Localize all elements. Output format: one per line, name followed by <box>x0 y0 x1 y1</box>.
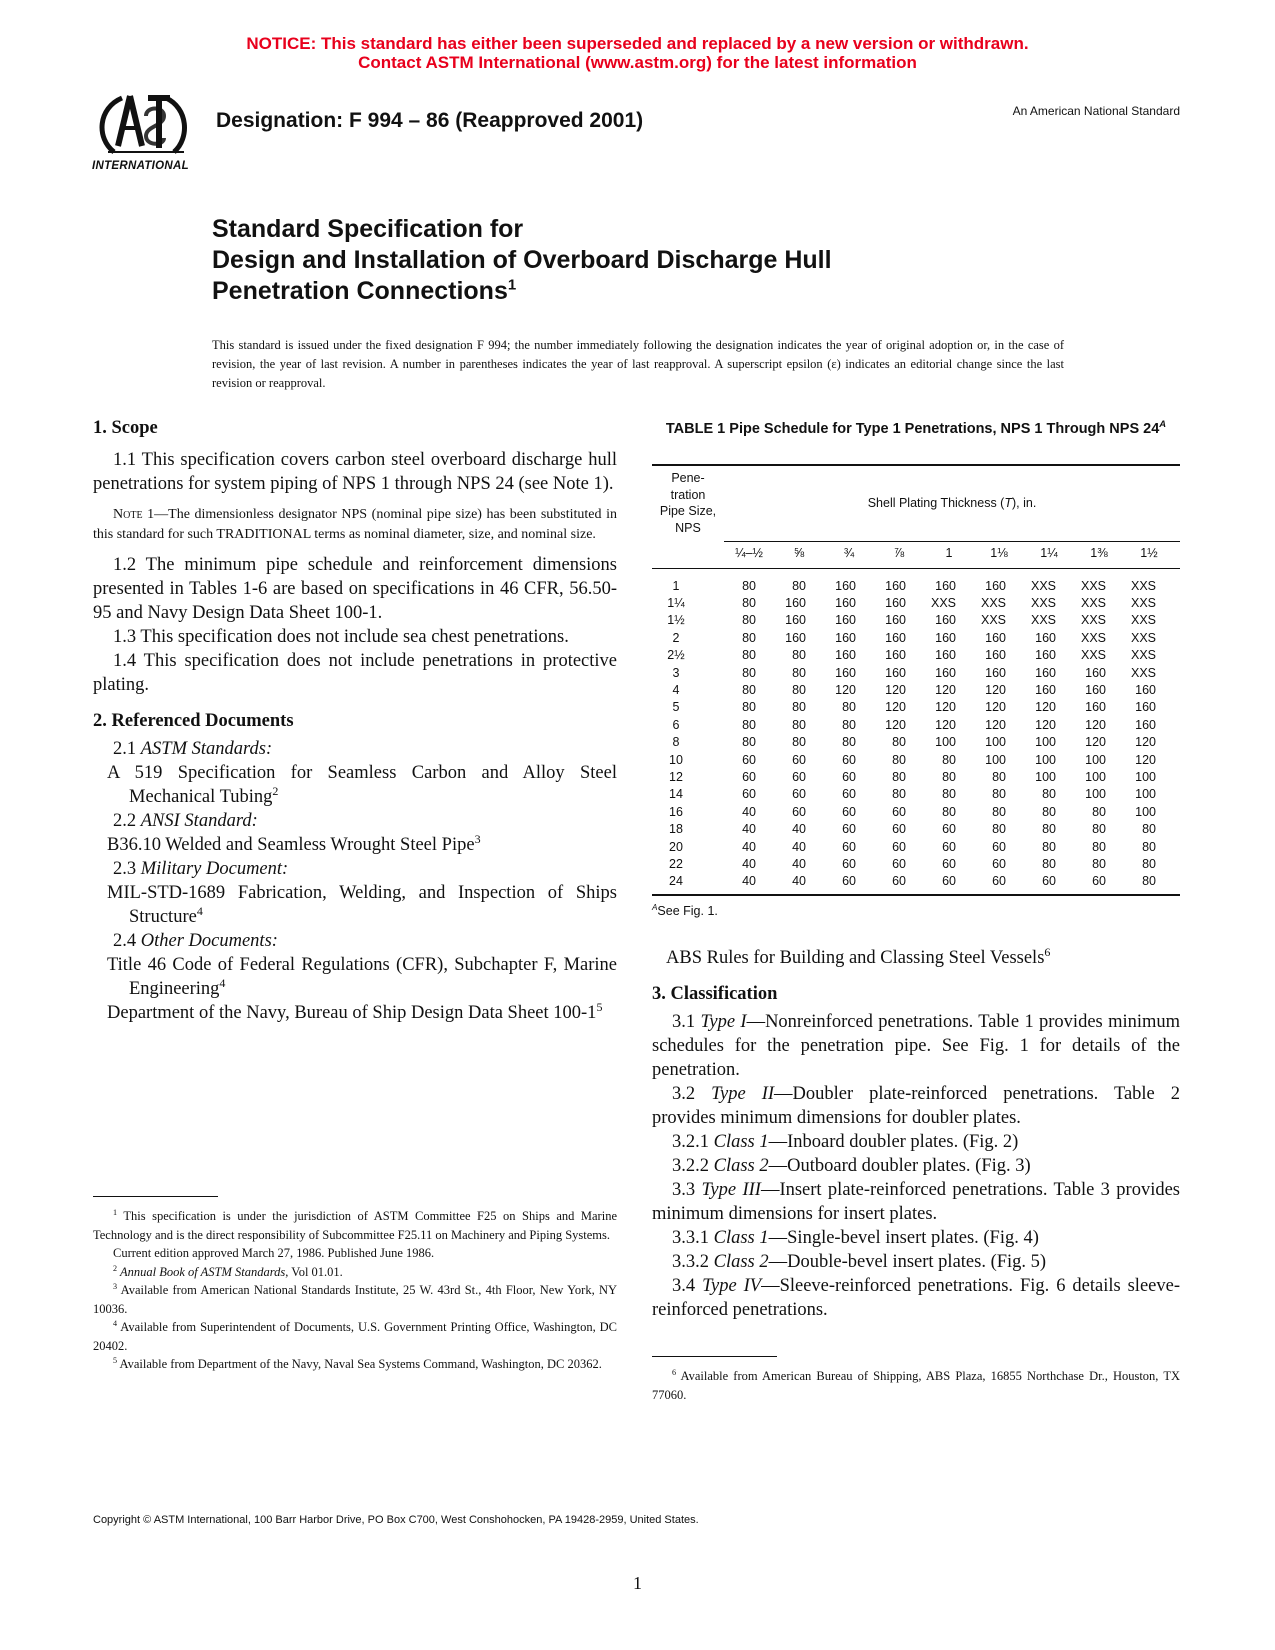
pipe-size-header: Pene- tration Pipe Size, NPS <box>659 471 717 535</box>
section-1-heading: 1. Scope <box>93 418 158 438</box>
schedule-cell: 80 <box>992 822 1006 837</box>
pipe-size-cell: 20 <box>669 839 683 854</box>
schedule-cell: 160 <box>985 578 1006 593</box>
schedule-cell: 80 <box>792 717 806 732</box>
schedule-cell: 100 <box>1035 769 1056 784</box>
footnotes-left <box>93 1207 617 1374</box>
para-3-3: 3.3 Type III—Insert plate-reinforced penetrations. Table 3 provides minimum dimensions for insert plates. <box>652 1180 1180 1224</box>
pipe-size-cell: 24 <box>669 874 683 889</box>
footnote-5: $^5$ Available from Department of the Navy, Naval Sea Systems Command, Washington, DC 20362. <box>113 1355 602 1371</box>
ref-ansi-b36: B36.10 Welded and Seamless Wrought Steel Pipe$^3$ <box>107 831 481 855</box>
schedule-cell: 160 <box>935 630 956 645</box>
table-row <box>652 803 1156 820</box>
schedule-cell: 80 <box>942 787 956 802</box>
schedule-cell: 60 <box>892 839 906 854</box>
pipe-size-cell: 1 <box>672 578 680 593</box>
schedule-cell: 160 <box>835 648 856 663</box>
schedule-cell: 80 <box>842 735 856 750</box>
thickness-col-header: ¾ <box>843 546 855 560</box>
table-row <box>652 768 1156 785</box>
pipe-size-cell: 1½ <box>667 613 685 628</box>
table-1-caption: TABLE 1 Pipe Schedule for Type 1 Penetrations, NPS 1 Through NPS $24^A$ <box>665 418 1167 437</box>
schedule-cell: 60 <box>842 787 856 802</box>
schedule-cell: 60 <box>892 804 906 819</box>
schedule-cell: 120 <box>935 683 956 698</box>
schedule-cell: 60 <box>992 856 1006 871</box>
schedule-cell: 80 <box>1092 856 1106 871</box>
para-2-2: 2.2 ANSI Standard: <box>113 811 258 831</box>
pipe-size-cell: 3 <box>672 665 680 680</box>
table-top-rule <box>652 464 1180 466</box>
para-3-3-2: 3.3.2 Class 2—Double-bevel insert plates. (Fig. 5) <box>672 1252 1047 1272</box>
footnote-4: $^4$ Available from Superintendent of Documents, U.S. Government Printing Office, Washington, DC 20402. <box>93 1318 617 1353</box>
right-column <box>652 946 1180 1322</box>
schedule-cell: 80 <box>1092 822 1106 837</box>
table-row <box>652 838 1156 855</box>
schedule-cell: 160 <box>1135 717 1156 732</box>
schedule-cell: 80 <box>942 804 956 819</box>
schedule-cell: XXS <box>1080 648 1106 663</box>
title-line-1: Standard Specification for <box>212 215 524 243</box>
para-2-3: 2.3 Military Document: <box>113 859 289 879</box>
schedule-cell: 80 <box>742 683 756 698</box>
schedule-cell: 40 <box>742 804 756 819</box>
schedule-cell: 80 <box>1142 874 1156 889</box>
schedule-cell: 120 <box>935 700 956 715</box>
table-footnote: $^A$See Fig. 1. <box>652 902 718 918</box>
table-row <box>652 629 1156 646</box>
schedule-cell: 80 <box>992 769 1006 784</box>
page-number: 1 <box>633 1573 642 1593</box>
pipe-size-cell: 10 <box>669 752 683 767</box>
schedule-cell: 80 <box>892 787 906 802</box>
schedule-cell: XXS <box>1130 648 1156 663</box>
ref-cfr: Title 46 Code of Federal Regulations (CFR), Subchapter F, Marine Engineering$^4$ <box>107 955 617 999</box>
schedule-cell: 60 <box>742 769 756 784</box>
schedule-cell: 60 <box>942 874 956 889</box>
designation: Designation: F 994 – 86 (Reapproved 2001) <box>216 109 644 132</box>
schedule-cell: 80 <box>792 648 806 663</box>
schedule-cell: 80 <box>742 717 756 732</box>
schedule-cell: 160 <box>1135 700 1156 715</box>
schedule-cell: 80 <box>1142 839 1156 854</box>
pipe-size-cell: 12 <box>669 769 683 784</box>
schedule-cell: 40 <box>792 822 806 837</box>
schedule-cell: XXS <box>1030 596 1056 611</box>
schedule-cell: 60 <box>1092 874 1106 889</box>
schedule-cell: XXS <box>1130 613 1156 628</box>
pipe-size-cell: 5 <box>672 700 680 715</box>
schedule-cell: 160 <box>985 630 1006 645</box>
schedule-cell: 80 <box>792 735 806 750</box>
schedule-cell: 80 <box>892 752 906 767</box>
thickness-col-header: 1⅜ <box>1090 546 1108 560</box>
schedule-cell: 60 <box>842 856 856 871</box>
schedule-cell: 100 <box>1135 787 1156 802</box>
footnote-6: $^6$ Available from American Bureau of Shipping, ABS Plaza, 16855 Northchase Dr., Houston, TX 77060. <box>652 1367 1180 1402</box>
schedule-cell: 160 <box>1085 683 1106 698</box>
table-row <box>652 577 1156 594</box>
schedule-cell: XXS <box>1130 578 1156 593</box>
schedule-cell: 160 <box>1085 665 1106 680</box>
schedule-cell: XXS <box>1130 665 1156 680</box>
schedule-cell: 160 <box>835 596 856 611</box>
para-2-4: 2.4 Other Documents: <box>113 931 278 951</box>
para-1-4: 1.4 This specification does not include penetrations in protective plating. <box>93 651 617 695</box>
footnote-3: $^3$ Available from American National Standards Institute, 25 W. 43rd St., 4th Floor, New York, NY 10036. <box>93 1281 617 1316</box>
schedule-cell: 160 <box>1035 665 1056 680</box>
schedule-cell: XXS <box>1080 596 1106 611</box>
table-row <box>652 647 1156 664</box>
schedule-cell: 80 <box>792 665 806 680</box>
thickness-col-header: 1⅛ <box>990 546 1008 560</box>
notice-line-2: Contact ASTM International (www.astm.org) for the latest information <box>358 53 917 72</box>
schedule-cell: 60 <box>992 839 1006 854</box>
pipe-size-cell: 18 <box>669 822 683 837</box>
pipe-size-cell: 8 <box>672 735 680 750</box>
schedule-cell: 60 <box>992 874 1006 889</box>
table-row <box>652 664 1156 681</box>
schedule-cell: 160 <box>885 578 906 593</box>
schedule-cell: 40 <box>792 839 806 854</box>
schedule-cell: 60 <box>842 752 856 767</box>
thickness-col-header: ⅝ <box>793 546 805 560</box>
schedule-cell: 80 <box>992 787 1006 802</box>
para-1-1: 1.1 This specification covers carbon steel overboard discharge hull penetrations for system piping of NPS 1 through NPS 24 (see Note 1). <box>93 450 617 494</box>
schedule-cell: 160 <box>1085 700 1106 715</box>
schedule-cell: 100 <box>1035 752 1056 767</box>
schedule-cell: XXS <box>1030 613 1056 628</box>
schedule-cell: XXS <box>1080 630 1106 645</box>
pipe-schedule-table <box>652 577 1156 890</box>
schedule-cell: 160 <box>835 665 856 680</box>
schedule-cell: 40 <box>742 839 756 854</box>
preamble: This standard is issued under the fixed designation F 994; the number immediately following the designation indicates the year of original adoption or, in the case of revision, the year of last revision. A number in parentheses indicates the year of last reapproval. A superscript epsilon (ε) indicates an editorial change since the last revision or reapproval. <box>212 338 1064 390</box>
schedule-cell: 80 <box>942 769 956 784</box>
title-line-3: Penetration Connections$^1$ <box>212 276 517 305</box>
table-row <box>652 751 1156 768</box>
schedule-cell: 120 <box>885 683 906 698</box>
schedule-cell: 60 <box>792 787 806 802</box>
footnote-rule-left <box>93 1196 218 1197</box>
schedule-cell: 60 <box>942 856 956 871</box>
schedule-cell: 60 <box>792 804 806 819</box>
schedule-cell: 160 <box>935 613 956 628</box>
para-3-1: 3.1 Type I—Nonreinforced penetrations. Table 1 provides minimum schedules for the penetration pipe. See Fig. 1 for details of the penetration. <box>652 1012 1181 1080</box>
thickness-col-header: ¼–½ <box>735 546 763 560</box>
table-row <box>652 716 1156 733</box>
para-3-2: 3.2 Type II—Doubler plate-reinforced penetrations. Table 2 provides minimum dimensions for doubler plates. <box>652 1084 1181 1128</box>
schedule-cell: 60 <box>892 856 906 871</box>
schedule-cell: 80 <box>1042 822 1056 837</box>
schedule-cell: 160 <box>1035 683 1056 698</box>
ref-abs: ABS Rules for Building and Classing Steel Vessels$^6$ <box>666 944 1051 968</box>
para-2-1: 2.1 ASTM Standards: <box>113 739 273 759</box>
schedule-cell: 60 <box>892 822 906 837</box>
schedule-cell: 80 <box>842 700 856 715</box>
schedule-cell: 120 <box>985 717 1006 732</box>
thickness-col-header: ⅞ <box>893 546 905 560</box>
schedule-cell: 120 <box>985 700 1006 715</box>
schedule-cell: 80 <box>842 717 856 732</box>
schedule-cell: 80 <box>992 804 1006 819</box>
schedule-cell: 160 <box>1035 648 1056 663</box>
schedule-cell: 120 <box>985 683 1006 698</box>
schedule-cell: XXS <box>1030 578 1056 593</box>
schedule-cell: 160 <box>1035 630 1056 645</box>
table-row <box>652 699 1156 716</box>
ref-astm-a519: A 519 Specification for Seamless Carbon and Alloy Steel Mechanical Tubing$^2$ <box>107 763 617 807</box>
schedule-cell: 60 <box>742 787 756 802</box>
schedule-cell: 40 <box>792 856 806 871</box>
schedule-cell: 80 <box>1042 804 1056 819</box>
schedule-cell: 100 <box>985 735 1006 750</box>
schedule-cell: 160 <box>985 665 1006 680</box>
thickness-col-header: 1½ <box>1140 546 1158 560</box>
group-underline <box>724 541 1180 542</box>
schedule-cell: 80 <box>792 683 806 698</box>
schedule-cell: 40 <box>742 874 756 889</box>
para-3-2-2: 3.2.2 Class 2—Outboard doubler plates. (Fig. 3) <box>672 1156 1031 1176</box>
schedule-cell: 60 <box>942 822 956 837</box>
pipe-size-cell: 6 <box>672 717 680 732</box>
schedule-cell: 60 <box>792 769 806 784</box>
schedule-cell: 160 <box>1135 683 1156 698</box>
pipe-size-cell: 2½ <box>667 648 685 663</box>
logo-international-text: INTERNATIONAL <box>92 160 189 172</box>
schedule-cell: 80 <box>1142 856 1156 871</box>
schedule-cell: XXS <box>1130 596 1156 611</box>
schedule-cell: 80 <box>1042 839 1056 854</box>
schedule-cell: 80 <box>742 578 756 593</box>
para-3-4: 3.4 Type IV—Sleeve-reinforced penetrations. Fig. 6 details sleeve-reinforced penetrations. <box>652 1276 1180 1320</box>
schedule-cell: 160 <box>885 596 906 611</box>
schedule-cell: 40 <box>742 856 756 871</box>
para-3-3-1: 3.3.1 Class 1—Single-bevel insert plates. (Fig. 4) <box>672 1228 1039 1248</box>
schedule-cell: 100 <box>1135 769 1156 784</box>
schedule-cell: 100 <box>1135 804 1156 819</box>
section-2-heading: 2. Referenced Documents <box>93 711 294 731</box>
thickness-col-header: 1 <box>945 546 953 560</box>
schedule-cell: 80 <box>742 665 756 680</box>
schedule-cell: 80 <box>792 700 806 715</box>
footnotes-right <box>652 1367 1180 1404</box>
thickness-group-header: Shell Plating Thickness (T), in. <box>867 496 1037 510</box>
pipe-size-cell: 16 <box>669 804 683 819</box>
table-row <box>652 681 1156 698</box>
schedule-cell: XXS <box>980 613 1006 628</box>
schedule-cell: 80 <box>1042 856 1056 871</box>
schedule-cell: 60 <box>842 769 856 784</box>
schedule-cell: 120 <box>1035 717 1056 732</box>
footnote-2: $^2$ Annual Book of ASTM Standards, Vol 01.01. <box>113 1263 343 1279</box>
schedule-cell: 120 <box>835 683 856 698</box>
schedule-cell: 60 <box>942 839 956 854</box>
schedule-cell: 80 <box>942 752 956 767</box>
schedule-cell: 80 <box>742 648 756 663</box>
table-row <box>652 820 1156 837</box>
schedule-cell: 100 <box>1035 735 1056 750</box>
schedule-cell: 120 <box>1085 717 1106 732</box>
schedule-cell: 160 <box>935 648 956 663</box>
schedule-cell: 80 <box>742 596 756 611</box>
schedule-cell: 160 <box>985 648 1006 663</box>
schedule-cell: XXS <box>1080 578 1106 593</box>
note-1: Note 1—The dimensionless designator NPS (nominal pipe size) has been substituted in this standard for such TRADITIONAL terms as nominal diameter, size, and nominal size. <box>93 507 617 542</box>
schedule-cell: 60 <box>792 752 806 767</box>
copyright: Copyright © ASTM International, 100 Barr Harbor Drive, PO Box C700, West Conshohocken, PA 19428-2959, United States. <box>93 1514 699 1526</box>
schedule-cell: 120 <box>935 717 956 732</box>
schedule-cell: 40 <box>742 822 756 837</box>
pipe-size-cell: 1¼ <box>667 596 685 611</box>
pipe-size-cell: 22 <box>669 856 683 871</box>
schedule-cell: 80 <box>742 630 756 645</box>
schedule-cell: 160 <box>885 648 906 663</box>
table-row <box>652 594 1156 611</box>
pipe-size-cell: 4 <box>672 683 680 698</box>
schedule-cell: XXS <box>980 596 1006 611</box>
schedule-cell: 100 <box>985 752 1006 767</box>
document-title <box>212 214 832 307</box>
left-column <box>93 416 617 1025</box>
schedule-cell: 160 <box>885 630 906 645</box>
para-1-3: 1.3 This specification does not include sea chest penetrations. <box>113 627 569 647</box>
thickness-col-header: 1¼ <box>1040 546 1058 560</box>
schedule-cell: 160 <box>835 578 856 593</box>
header-rule <box>652 568 1180 569</box>
schedule-cell: 60 <box>892 874 906 889</box>
schedule-cell: 100 <box>935 735 956 750</box>
schedule-cell: 160 <box>785 630 806 645</box>
footnote-rule-right <box>652 1356 777 1357</box>
ref-mil-std: MIL-STD-1689 Fabrication, Welding, and Inspection of Ships Structure$^4$ <box>107 883 617 927</box>
schedule-cell: 80 <box>1092 804 1106 819</box>
schedule-cell: 80 <box>1042 787 1056 802</box>
schedule-cell: 160 <box>885 665 906 680</box>
thickness-column-headers <box>724 546 1180 564</box>
schedule-cell: XXS <box>1130 630 1156 645</box>
table-row <box>652 855 1156 872</box>
para-3-2-1: 3.2.1 Class 1—Inboard doubler plates. (Fig. 2) <box>672 1132 1019 1152</box>
schedule-cell: 160 <box>785 613 806 628</box>
schedule-cell: 80 <box>742 613 756 628</box>
schedule-cell: 160 <box>785 596 806 611</box>
schedule-cell: 60 <box>842 822 856 837</box>
astm-logo <box>88 86 200 178</box>
pipe-size-cell: 14 <box>669 787 683 802</box>
schedule-cell: 120 <box>885 700 906 715</box>
notice-line-1: NOTICE: This standard has either been superseded and replaced by a new version or withdrawn. <box>246 34 1029 53</box>
schedule-cell: 120 <box>1135 752 1156 767</box>
schedule-cell: 80 <box>742 700 756 715</box>
table-row <box>652 734 1156 751</box>
schedule-cell: 120 <box>1135 735 1156 750</box>
schedule-cell: 80 <box>892 769 906 784</box>
schedule-cell: 60 <box>742 752 756 767</box>
schedule-cell: 120 <box>1085 735 1106 750</box>
schedule-cell: 100 <box>1085 787 1106 802</box>
para-1-2: 1.2 The minimum pipe schedule and reinforcement dimensions presented in Tables 1-6 are based on specifications in 46 CFR, 56.50-95 and Navy Design Data Sheet 100-1. <box>93 555 617 623</box>
schedule-cell: 100 <box>1085 752 1106 767</box>
schedule-cell: XXS <box>930 596 956 611</box>
schedule-cell: 160 <box>835 630 856 645</box>
footnote-1b: Current edition approved March 27, 1986. Published June 1986. <box>113 1246 435 1260</box>
schedule-cell: 100 <box>1085 769 1106 784</box>
section-3-heading: 3. Classification <box>652 984 778 1004</box>
schedule-cell: 80 <box>1142 822 1156 837</box>
table-row <box>652 873 1156 890</box>
schedule-cell: 160 <box>835 613 856 628</box>
table-bottom-rule <box>652 894 1180 896</box>
schedule-cell: 120 <box>1035 700 1056 715</box>
schedule-cell: 60 <box>842 839 856 854</box>
schedule-cell: 60 <box>1042 874 1056 889</box>
schedule-cell: 160 <box>935 665 956 680</box>
schedule-cell: 80 <box>892 735 906 750</box>
schedule-cell: 160 <box>885 613 906 628</box>
schedule-cell: 80 <box>1092 839 1106 854</box>
american-national-standard: An American National Standard <box>1012 104 1180 118</box>
table-row <box>652 786 1156 803</box>
schedule-cell: 40 <box>792 874 806 889</box>
schedule-cell: 60 <box>842 874 856 889</box>
schedule-cell: XXS <box>1080 613 1106 628</box>
schedule-cell: 80 <box>792 578 806 593</box>
pipe-size-cell: 2 <box>672 630 680 645</box>
schedule-cell: 120 <box>885 717 906 732</box>
schedule-cell: 60 <box>842 804 856 819</box>
ref-navy: Department of the Navy, Bureau of Ship Design Data Sheet $100-1^5$ <box>107 999 603 1023</box>
schedule-cell: 160 <box>935 578 956 593</box>
schedule-cell: 80 <box>742 735 756 750</box>
footnote-1: $^1$ This specification is under the jurisdiction of ASTM Committee F25 on Ships and Marine Technology and is the direct responsibility of Subcommittee F25.11 on Machinery and Piping Systems. <box>93 1207 617 1242</box>
title-line-2: Design and Installation of Overboard Discharge Hull <box>212 246 832 274</box>
table-row <box>652 612 1156 629</box>
